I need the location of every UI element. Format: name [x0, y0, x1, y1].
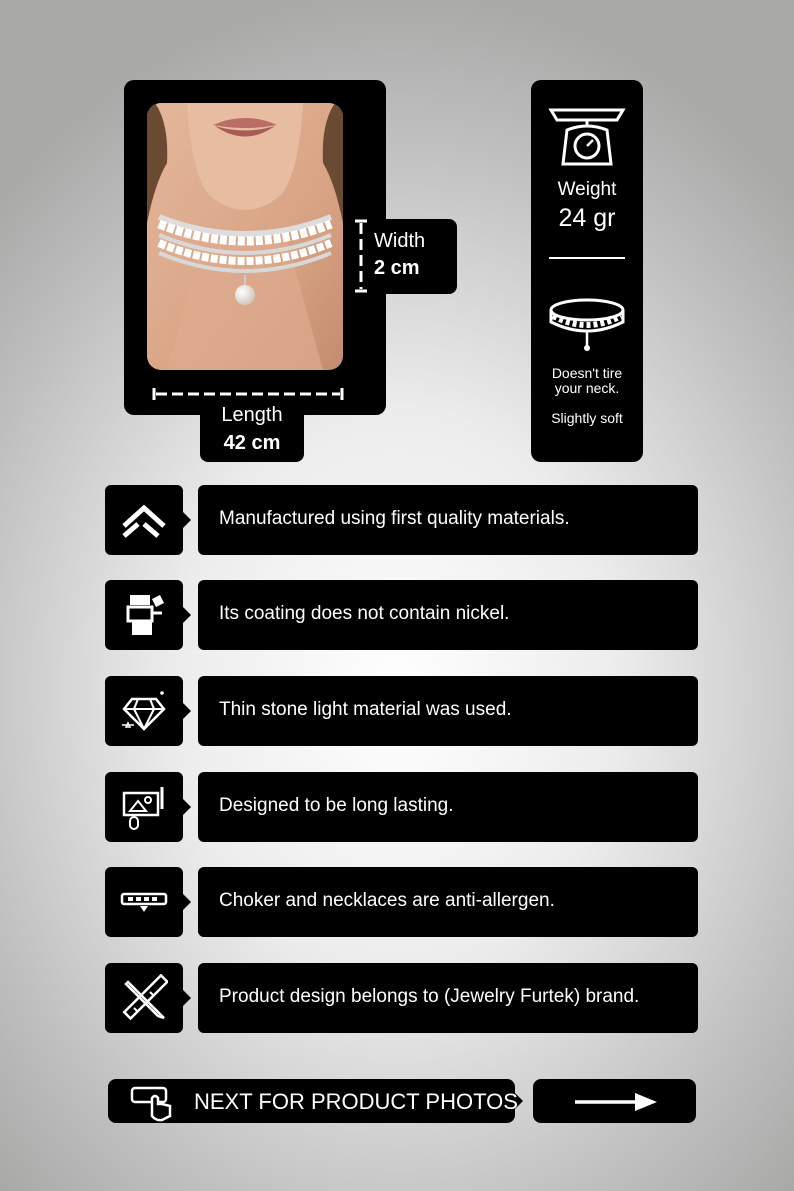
next-arrow-button[interactable]: [533, 1079, 696, 1123]
right-arrow-icon: [573, 1091, 659, 1113]
tap-hand-icon: [130, 1084, 178, 1122]
feature-text: Choker and necklaces are anti-allergen.: [219, 890, 555, 911]
feature-text-box: [198, 580, 698, 650]
length-dimension-icon: [148, 386, 348, 402]
feature-text-box: [198, 963, 698, 1033]
product-photo: [147, 103, 343, 370]
feature-row: [105, 963, 699, 1035]
weight-label: Weight: [557, 179, 617, 200]
feature-icon-box: [105, 867, 183, 937]
feature-row: [105, 676, 699, 748]
width-value: 2 cm: [374, 257, 420, 279]
soft-text: Slightly soft: [551, 410, 623, 426]
feature-text: Designed to be long lasting.: [219, 795, 454, 816]
feature-row: [105, 485, 699, 557]
feature-icon-box: [105, 963, 183, 1033]
length-label: Length: [221, 404, 283, 426]
feature-text: Manufactured using first quality materials.: [219, 508, 570, 529]
design-board-icon: [120, 783, 168, 831]
feature-text: Product design belongs to (Jewelry Furtek) brand.: [219, 986, 640, 1007]
feature-row: [105, 580, 699, 652]
feature-row: [105, 867, 699, 939]
neck-text-line1: Doesn't tire: [551, 365, 623, 381]
next-photos-label[interactable]: NEXT FOR PRODUCT PHOTOS: [194, 1089, 518, 1114]
feature-text-box: [198, 772, 698, 842]
choker-band-icon: [547, 294, 627, 352]
feature-text-box: [198, 676, 698, 746]
feature-row: [105, 772, 699, 844]
feature-icon-box: [105, 580, 183, 650]
width-label: Width: [374, 230, 426, 252]
neck-text-line2: your neck.: [554, 380, 620, 396]
pencil-ruler-icon: [120, 974, 168, 1022]
length-value: 42 cm: [223, 432, 281, 454]
choker-icon: [120, 878, 168, 926]
feature-text: Its coating does not contain nickel.: [219, 603, 510, 624]
feature-icon-box: [105, 676, 183, 746]
width-dimension-icon: [353, 216, 369, 296]
layers-up-icon: [120, 496, 168, 544]
diamond-icon: [120, 687, 168, 735]
info-divider: [549, 257, 625, 259]
coating-icon: [120, 591, 168, 639]
feature-icon-box: [105, 485, 183, 555]
feature-icon-box: [105, 772, 183, 842]
scale-icon: [547, 106, 627, 168]
neck-comfort-text: [531, 366, 643, 396]
feature-text-box: [198, 485, 698, 555]
feature-text: Thin stone light material was used.: [219, 699, 512, 720]
feature-text-box: [198, 867, 698, 937]
weight-value: 24 gr: [558, 204, 616, 232]
